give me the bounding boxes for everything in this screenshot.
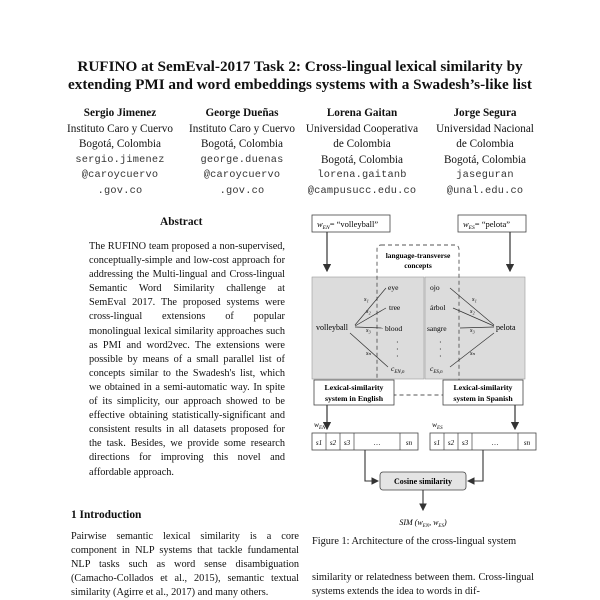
svg-text:wEN= “volleyball”: $w_{EN}=$ “volleyball” — [317, 219, 379, 231]
author-location: Bogotá, Colombia — [200, 138, 284, 150]
svg-text:·: · — [396, 345, 399, 354]
author-name: Lorena Gaitan — [326, 107, 398, 119]
svg-text:s3: s3 — [343, 439, 351, 447]
vector-es — [430, 433, 536, 450]
author-name: George Dueñas — [205, 107, 279, 119]
author-block — [177, 106, 307, 199]
author-affiliation: Instituto Caro y Cuervo — [67, 122, 173, 135]
svg-text:s₁: s₁ — [364, 296, 369, 303]
concept-en: eye — [388, 283, 399, 292]
svg-text:sₙ: sₙ — [470, 350, 476, 357]
svg-text:·: · — [396, 352, 399, 361]
svg-text:s2: s2 — [447, 439, 455, 447]
cosine-label: Cosine similarity — [394, 477, 452, 486]
author-name: Jorge Segura — [453, 107, 517, 119]
es-center-word: pelota — [496, 323, 516, 332]
author-email: .gov.co — [97, 184, 143, 197]
author-email: george.duenas — [200, 153, 284, 166]
figure-caption: Figure 1: Architecture of the cross-lingual system — [312, 536, 517, 547]
abstract-text: The RUFINO team proposed a non-supervised, conceptually-simple and low-cost approach for addressing the Multi-lingual and Cross-lingual Semantic Word Similarity challenge at SemEval 2017. The proposed systems were cross-lingual extensions of popular monolingual lexical similarity approaches such as PMI and word2vec. The extensions were possible by means of a small parallel list of concepts similar to the Swadesh's list, which we obtained in a semi-automatic way. In spite of its simplicity, our approach showed to be effective obtaining statistically-significant and consistent results in all datasets proposed for the task. Besides, we provide some research directions for improving this novel and affordable approach. — [89, 241, 285, 478]
en-system-label: system in English — [324, 394, 384, 403]
svg-text:s₂: s₂ — [366, 308, 371, 315]
author-affiliation: Instituto Caro y Cuervo — [189, 122, 295, 135]
author-email: @campusucc.edu.co — [307, 184, 417, 197]
svg-text:s2: s2 — [329, 439, 337, 447]
svg-text:…: … — [491, 439, 499, 447]
author-block — [55, 106, 185, 199]
concept-es: sangre — [427, 324, 447, 333]
author-name: Sergio Jimenez — [83, 107, 157, 119]
author-email: lorena.gaitanb — [317, 169, 407, 181]
svg-text:…: … — [373, 439, 381, 447]
vec-es-label: $w_{ES}$ — [432, 420, 443, 431]
vec-en-label: $w_{EN}$ — [314, 420, 326, 431]
svg-text:s₃: s₃ — [470, 327, 475, 334]
concept-en: tree — [389, 303, 401, 312]
svg-text:sₙ: sₙ — [366, 350, 372, 357]
en-center-word: volleyball — [316, 323, 348, 332]
author-block — [297, 106, 427, 199]
author-affiliation: de Colombia — [456, 138, 514, 150]
svg-text:s1: s1 — [315, 439, 323, 447]
sim-output: SIM ($w_{EN}$, $w_{ES}$) — [399, 518, 447, 529]
author-affiliation: Universidad Nacional — [436, 122, 534, 135]
author-email: @caroycuervo — [203, 169, 281, 181]
column2-text: similarity or relatedness between them. Cross-lingual systems extends the idea to words in dif- — [312, 572, 534, 598]
author-location: Bogotá, Colombia — [443, 153, 527, 166]
concept-es: ojo — [430, 283, 440, 292]
svg-text:s₃: s₃ — [366, 327, 371, 334]
author-affiliation: de Colombia — [333, 138, 391, 150]
author-email: @caroycuervo — [81, 169, 159, 181]
title-line-2: extending PMI and word embeddings systems with a Swadesh’s-like list — [68, 76, 532, 93]
author-location: Bogotá, Colombia — [78, 138, 162, 150]
svg-text:·: · — [439, 338, 442, 347]
svg-text:s₁: s₁ — [472, 296, 477, 303]
introduction-text: Pairwise semantic lexical similarity is a core component in NLP systems that tackle fundamental NLP tasks such as word sense disambiguation (Camacho-Collados et al., 2015), semantic textual similarity (Agirre et al., 2017) and many others. — [71, 531, 299, 599]
author-location: Bogotá, Colombia — [320, 153, 404, 166]
svg-text:·: · — [439, 352, 442, 361]
concept-es: árbol — [430, 303, 446, 312]
author-email: sergio.jimenez — [75, 153, 165, 166]
abstract-heading: Abstract — [160, 216, 203, 228]
svg-text:s₂: s₂ — [470, 308, 475, 315]
author-email: .gov.co — [219, 184, 265, 197]
concept-en: blood — [385, 324, 403, 333]
author-block — [420, 106, 550, 199]
svg-text:wES= “pelota”: $w_{ES}=$ “pelota” — [463, 219, 511, 231]
es-system-label: Lexical-similarity — [453, 383, 513, 392]
title-line-1: RUFINO at SemEval-2017 Task 2: Cross-lingual lexical similarity by — [77, 58, 523, 75]
svg-text:sn: sn — [405, 439, 413, 447]
paper-title — [40, 58, 560, 94]
author-email: jaseguran — [456, 169, 514, 181]
concept-es: $c_{ES,n}$ — [430, 364, 443, 375]
es-system-label: system in Spanish — [453, 394, 513, 403]
introduction-heading: 1 Introduction — [71, 509, 142, 521]
author-affiliation: Universidad Cooperativa — [305, 122, 419, 135]
author-email: @unal.edu.co — [446, 184, 524, 197]
svg-text:·: · — [396, 338, 399, 347]
svg-text:s3: s3 — [461, 439, 469, 447]
svg-text:s1: s1 — [433, 439, 441, 447]
architecture-figure — [300, 205, 550, 530]
concept-en: $c_{EN,n}$ — [391, 364, 405, 375]
en-system-label: Lexical-similarity — [324, 383, 384, 392]
vector-en — [312, 433, 418, 450]
svg-text:·: · — [439, 345, 442, 354]
svg-text:sn: sn — [523, 439, 531, 447]
concepts-label: language-transverse — [385, 251, 451, 260]
concepts-label: concepts — [404, 261, 432, 270]
